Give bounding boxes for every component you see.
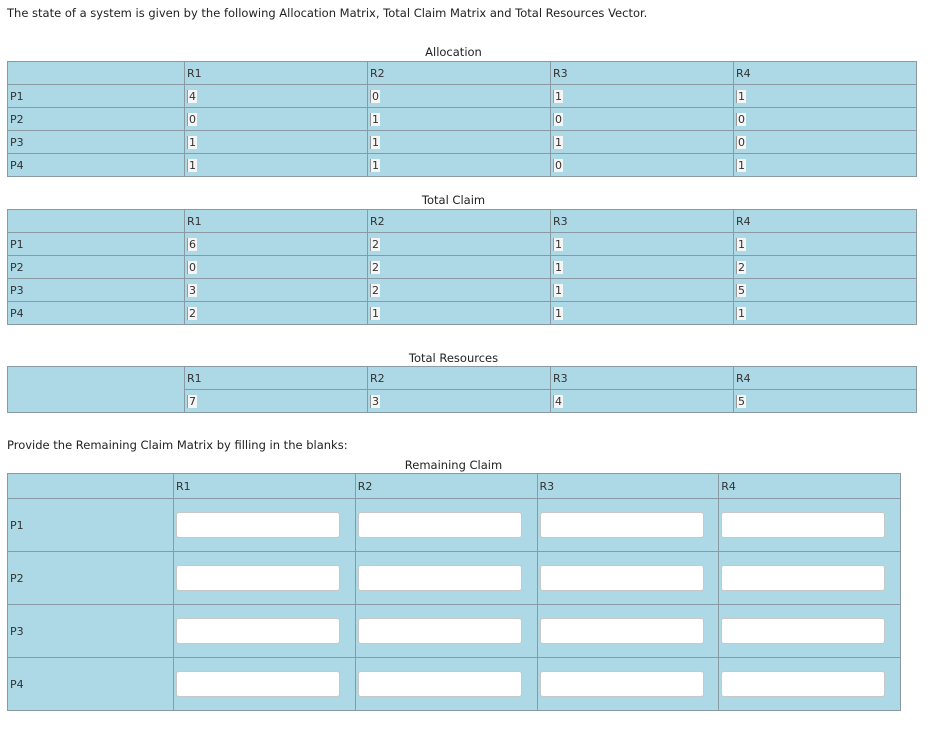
header-row	[8, 367, 917, 390]
col-header: R4	[734, 367, 917, 390]
cell-value: 0	[555, 112, 562, 126]
total-claim-table	[7, 209, 917, 325]
cell-value: 0	[189, 112, 196, 126]
cell-value: 1	[189, 158, 196, 172]
table-row	[8, 233, 917, 256]
col-header: R1	[185, 62, 368, 85]
row-label: P3	[8, 605, 174, 658]
cell-value: 0	[372, 89, 379, 103]
col-header: R1	[185, 367, 368, 390]
table-row	[8, 302, 917, 325]
total-resources-title: Total Resources	[408, 351, 499, 365]
cell-value: 1	[189, 135, 196, 149]
row-label: P2	[8, 256, 185, 279]
table-row	[8, 279, 917, 302]
col-header: R2	[355, 474, 537, 499]
cell-value: 6	[189, 237, 196, 251]
cell-value: 1	[372, 135, 379, 149]
cell-value: 5	[738, 394, 745, 408]
cell-value: 3	[189, 283, 196, 297]
remaining-claim-table	[7, 473, 901, 711]
cell-value: 1	[372, 158, 379, 172]
cell-value: 1	[738, 89, 745, 103]
cell-value: 3	[372, 394, 379, 408]
row-label: P2	[8, 108, 185, 131]
cell-value: 1	[555, 135, 562, 149]
row-label: P4	[8, 302, 185, 325]
row-label: P1	[8, 499, 174, 552]
remaining-p2-r4-input[interactable]	[721, 565, 885, 591]
remaining-p1-r3-input[interactable]	[540, 512, 704, 538]
remaining-p4-r3-input[interactable]	[540, 671, 704, 697]
row-label: P1	[8, 233, 185, 256]
cell-value: 0	[555, 158, 562, 172]
cell-value: 2	[738, 260, 745, 274]
table-row	[8, 108, 917, 131]
cell-value: 1	[555, 237, 562, 251]
header-row	[8, 62, 917, 85]
row-label: P4	[8, 658, 174, 711]
cell-value: 4	[555, 394, 562, 408]
cell-value: 2	[372, 237, 379, 251]
cell-value: 1	[555, 306, 562, 320]
col-header: R3	[551, 210, 734, 233]
cell-value: 1	[738, 306, 745, 320]
prompt-text: Provide the Remaining Claim Matrix by filling in the blanks:	[7, 438, 348, 452]
row-label: P4	[8, 154, 185, 177]
row-label: P3	[8, 131, 185, 154]
remaining-p2-r3-input[interactable]	[540, 565, 704, 591]
table-row	[8, 499, 901, 552]
col-header: R1	[174, 474, 356, 499]
remaining-p3-r3-input[interactable]	[540, 618, 704, 644]
col-header: R4	[719, 474, 901, 499]
col-header: R1	[185, 210, 368, 233]
table-row	[8, 552, 901, 605]
header-row	[8, 210, 917, 233]
cell-value: 1	[738, 237, 745, 251]
remaining-p2-r2-input[interactable]	[358, 565, 522, 591]
col-header: R2	[368, 62, 551, 85]
remaining-p2-r1-input[interactable]	[176, 565, 340, 591]
remaining-p1-r2-input[interactable]	[358, 512, 522, 538]
allocation-table	[7, 61, 917, 177]
remaining-p1-r4-input[interactable]	[721, 512, 885, 538]
cell-value: 1	[372, 306, 379, 320]
row-label: P1	[8, 85, 185, 108]
cell-value: 1	[555, 283, 562, 297]
remaining-p1-r1-input[interactable]	[176, 512, 340, 538]
table-row	[8, 605, 901, 658]
col-header: R3	[551, 367, 734, 390]
remaining-p4-r1-input[interactable]	[176, 671, 340, 697]
cell-value: 4	[189, 89, 196, 103]
col-header: R4	[734, 62, 917, 85]
remaining-claim-title: Remaining Claim	[404, 458, 503, 472]
cell-value: 1	[555, 260, 562, 274]
cell-value: 2	[189, 306, 196, 320]
table-row	[8, 85, 917, 108]
cell-value: 0	[738, 112, 745, 126]
remaining-p3-r2-input[interactable]	[358, 618, 522, 644]
cell-value: 0	[189, 260, 196, 274]
remaining-p4-r2-input[interactable]	[358, 671, 522, 697]
col-header: R3	[537, 474, 719, 499]
remaining-p3-r4-input[interactable]	[721, 618, 885, 644]
cell-value: 1	[372, 112, 379, 126]
cell-value: 1	[555, 89, 562, 103]
cell-value: 2	[372, 260, 379, 274]
table-row	[8, 154, 917, 177]
intro-text: The state of a system is given by the following Allocation Matrix, Total Claim Matrix and Total Resources Vector.	[7, 6, 648, 20]
total-resources-table	[7, 366, 917, 413]
col-header: R2	[368, 210, 551, 233]
cell-value: 2	[372, 283, 379, 297]
table-row	[8, 658, 901, 711]
col-header: R2	[368, 367, 551, 390]
col-header: R4	[734, 210, 917, 233]
header-row	[8, 474, 901, 499]
table-row	[8, 131, 917, 154]
col-header: R3	[551, 62, 734, 85]
row-label: P3	[8, 279, 185, 302]
total-claim-title: Total Claim	[421, 193, 486, 207]
row-label: P2	[8, 552, 174, 605]
allocation-title: Allocation	[425, 45, 482, 59]
cell-value: 7	[189, 394, 196, 408]
remaining-p3-r1-input[interactable]	[176, 618, 340, 644]
cell-value: 5	[738, 283, 745, 297]
table-row	[8, 256, 917, 279]
remaining-p4-r4-input[interactable]	[721, 671, 885, 697]
cell-value: 0	[738, 135, 745, 149]
cell-value: 1	[738, 158, 745, 172]
